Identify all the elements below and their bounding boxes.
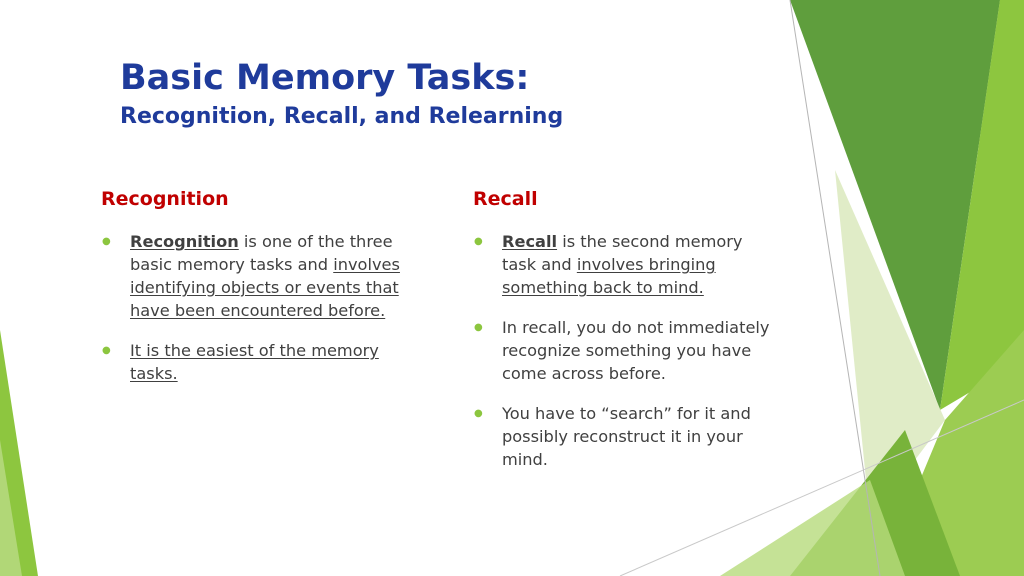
recall-bullet-list (473, 230, 778, 488)
list-item (101, 230, 401, 322)
list-item (473, 316, 778, 385)
bullet-text-underlined: involves bringing something back to mind. (502, 255, 716, 297)
bullet-icon: ● (474, 236, 483, 247)
recognition-term: Recognition (130, 232, 239, 251)
list-item (473, 230, 778, 299)
bullet-text: is the second memory task and (502, 232, 743, 274)
list-item (473, 402, 778, 471)
recognition-heading: Recognition (101, 188, 229, 210)
slide-title: Basic Memory Tasks: (120, 58, 530, 98)
bullet-text-underlined: It is the easiest of the memory tasks. (130, 341, 379, 383)
bullet-text-underlined: involves identifying objects or events that have been encountered before. (130, 255, 400, 320)
bullet-text: In recall, you do not immediately recognize something you have come across before. (502, 318, 770, 383)
bullet-text: You have to “search” for it and possibly reconstruct it in your mind. (502, 404, 751, 469)
list-item (101, 339, 401, 385)
bullet-icon: ● (474, 322, 483, 333)
recognition-bullet-list (101, 230, 401, 402)
bullet-icon: ● (102, 345, 111, 356)
bullet-icon: ● (474, 408, 483, 419)
slide-subtitle: Recognition, Recall, and Relearning (120, 104, 564, 129)
recall-heading: Recall (473, 188, 538, 210)
recall-term: Recall (502, 232, 558, 251)
bullet-text: is one of the three basic memory tasks and (130, 232, 393, 274)
bullet-icon: ● (102, 236, 111, 247)
